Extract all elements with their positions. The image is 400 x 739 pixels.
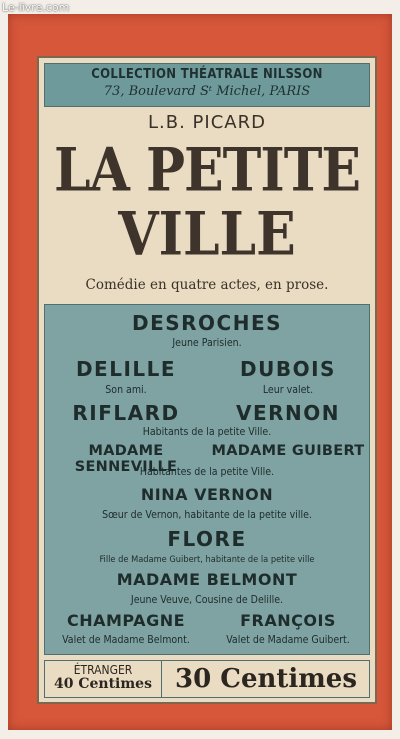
character-desc: Jeune Parisien. <box>172 337 242 349</box>
character-name: MADAME GUIBERT <box>211 443 365 459</box>
price-box <box>44 660 370 698</box>
title-line-1: LA PETITE <box>53 135 361 206</box>
character-name: FRANÇOIS <box>240 611 336 630</box>
title-line-2: VILLE <box>118 199 296 270</box>
character-name: FLORE <box>167 527 247 551</box>
character-name: DELILLE <box>75 357 177 381</box>
character-name: DESROCHES <box>131 311 283 335</box>
cover-panel <box>37 56 377 704</box>
character-desc: Fille de Madame Guibert, habitante de la petite ville <box>99 554 315 565</box>
character-name: MADAME BELMONT <box>116 570 298 589</box>
character-desc: Habitantes de la petite Ville. <box>139 466 275 478</box>
publisher-header <box>44 63 370 107</box>
character-name: MADAME SENNEVILLE <box>74 443 178 475</box>
subtitle: Comédie en quatre actes, en prose. <box>85 277 329 293</box>
foreign-price-box <box>45 661 162 697</box>
character-name: RIFLARD <box>72 401 180 425</box>
character-name: DUBOIS <box>240 357 336 381</box>
watermark: Le-livre.com <box>2 1 70 14</box>
character-name: CHAMPAGNE <box>66 611 186 630</box>
publisher-address: 73, Boulevard Sᵗ Michel, PARIS <box>103 84 311 99</box>
book-cover <box>8 14 392 730</box>
collection-name: COLLECTION THÉATRALE NILSSON <box>91 67 323 82</box>
character-desc: Jeune Veuve, Cousine de Delille. <box>130 594 284 606</box>
character-desc: Habitants de la petite Ville. <box>142 426 272 438</box>
character-desc: Leur valet. <box>262 384 314 396</box>
character-desc: Son ami. <box>105 384 147 396</box>
price: 30 Centimes <box>175 664 357 694</box>
character-name: VERNON <box>235 401 341 425</box>
foreign-label: ÉTRANGER <box>73 663 133 677</box>
foreign-price: 40 Centimes <box>54 676 152 692</box>
character-desc: Sœur de Vernon, habitante de la petite ville. <box>102 509 312 521</box>
character-desc: Valet de Madame Belmont. <box>62 634 190 646</box>
cast-list <box>44 304 370 655</box>
author: L.B. PICARD <box>148 112 266 133</box>
character-name: NINA VERNON <box>140 485 274 504</box>
character-desc: Valet de Madame Guibert. <box>226 634 350 646</box>
